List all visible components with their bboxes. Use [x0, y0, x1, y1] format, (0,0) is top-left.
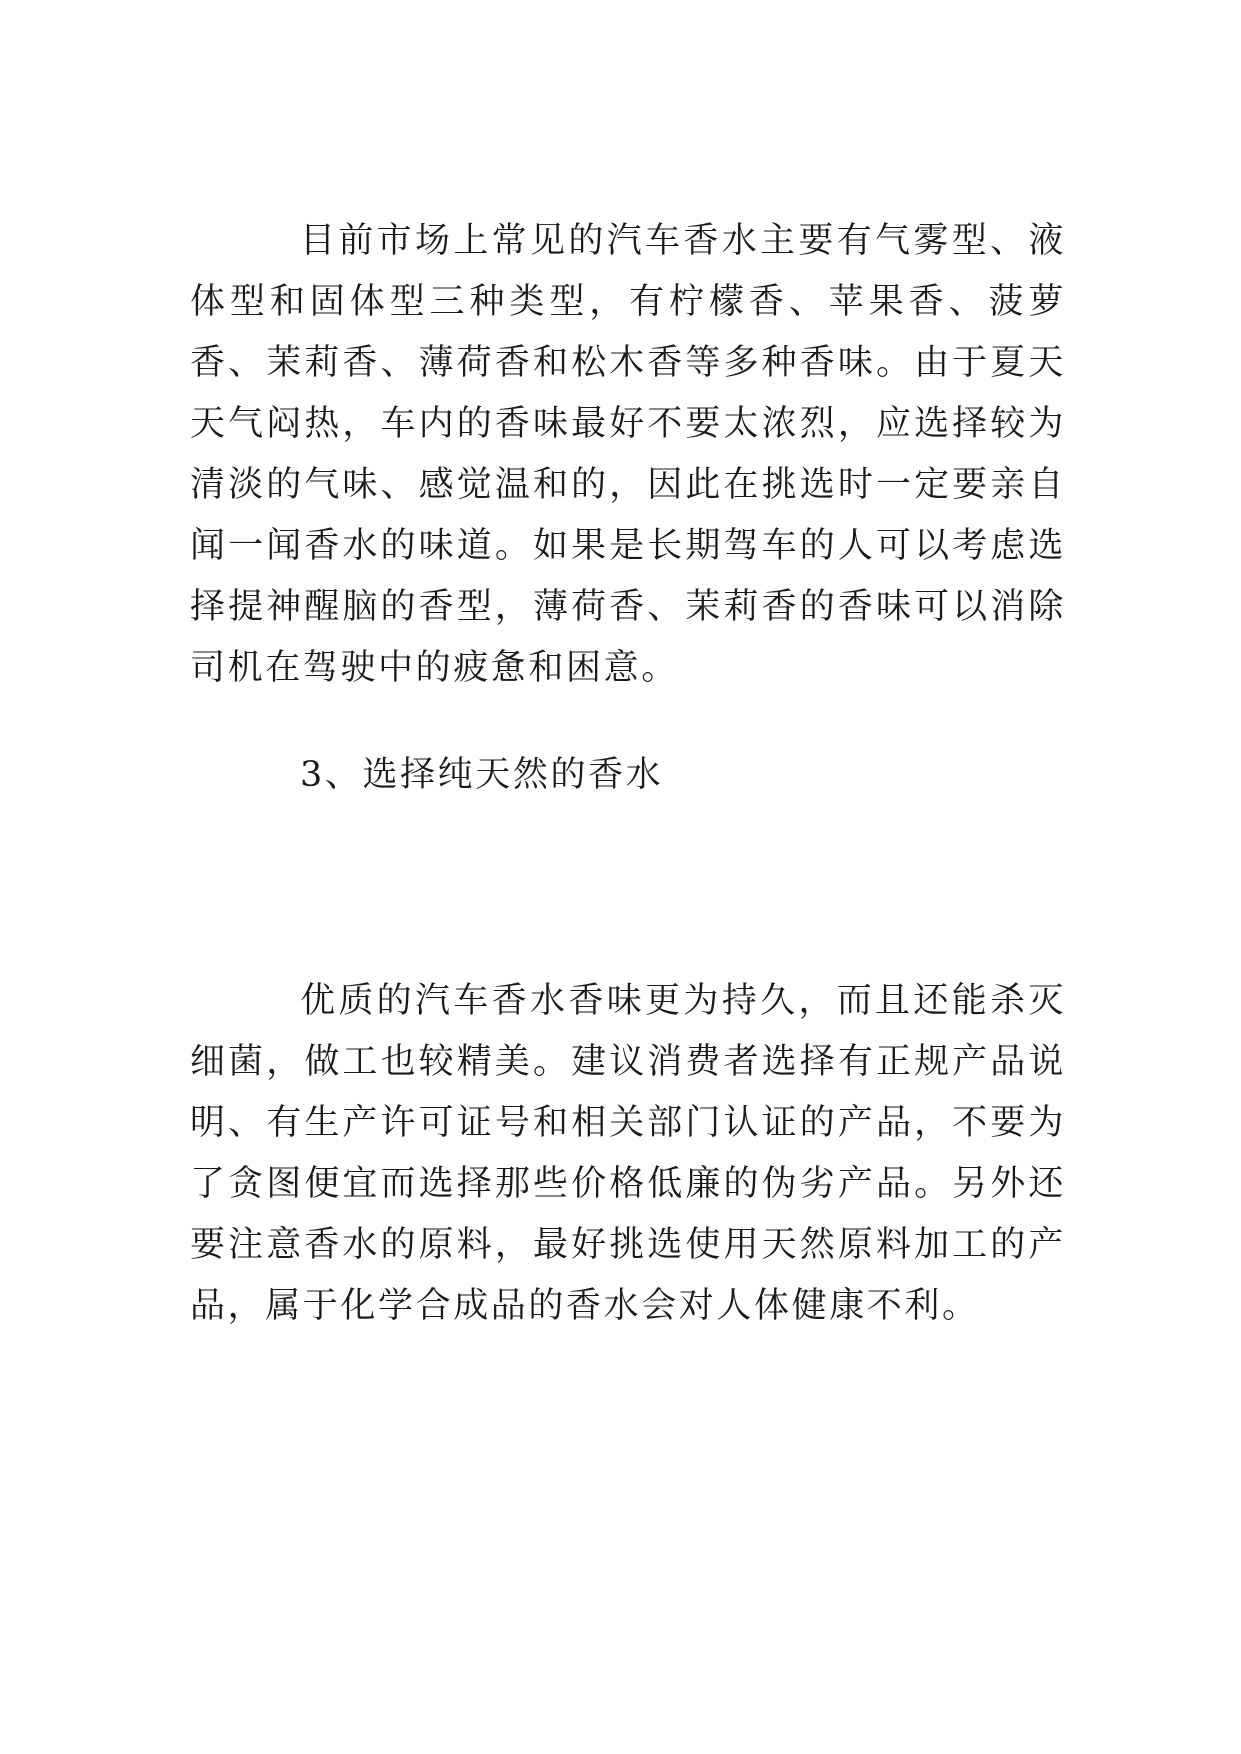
section-heading-natural-perfume: 3、选择纯天然的香水: [300, 755, 664, 795]
paragraph-quality-perfume: 优质的汽车香水香味更为持久，而且还能杀灭细菌，做工也较精美。建议消费者选择有正规产品说明、有生产许可证号和相关部门认证的产品，不要为了贪图便宜而选择那些价格低廉的伪劣产品。另外还要注意香水的原料，最好挑选使用天然原料加工的产品，属于化学合成品的香水会对人体健康不利。: [190, 981, 1066, 1326]
paragraph-perfume-types: 目前市场上常见的汽车香水主要有气雾型、液体型和固体型三种类型，有柠檬香、苹果香、菠萝香、茉莉香、薄荷香和松木香等多种香味。由于夏天天气闷热，车内的香味最好不要太浓烈，应选择较为清淡的气味、感觉温和的，因此在挑选时一定要亲自闻一闻香水的味道。如果是长期驾车的人可以考虑选择提神醒脑的香型，薄荷香、茉莉香的香味可以消除司机在驾驶中的疲惫和困意。: [190, 221, 1066, 688]
